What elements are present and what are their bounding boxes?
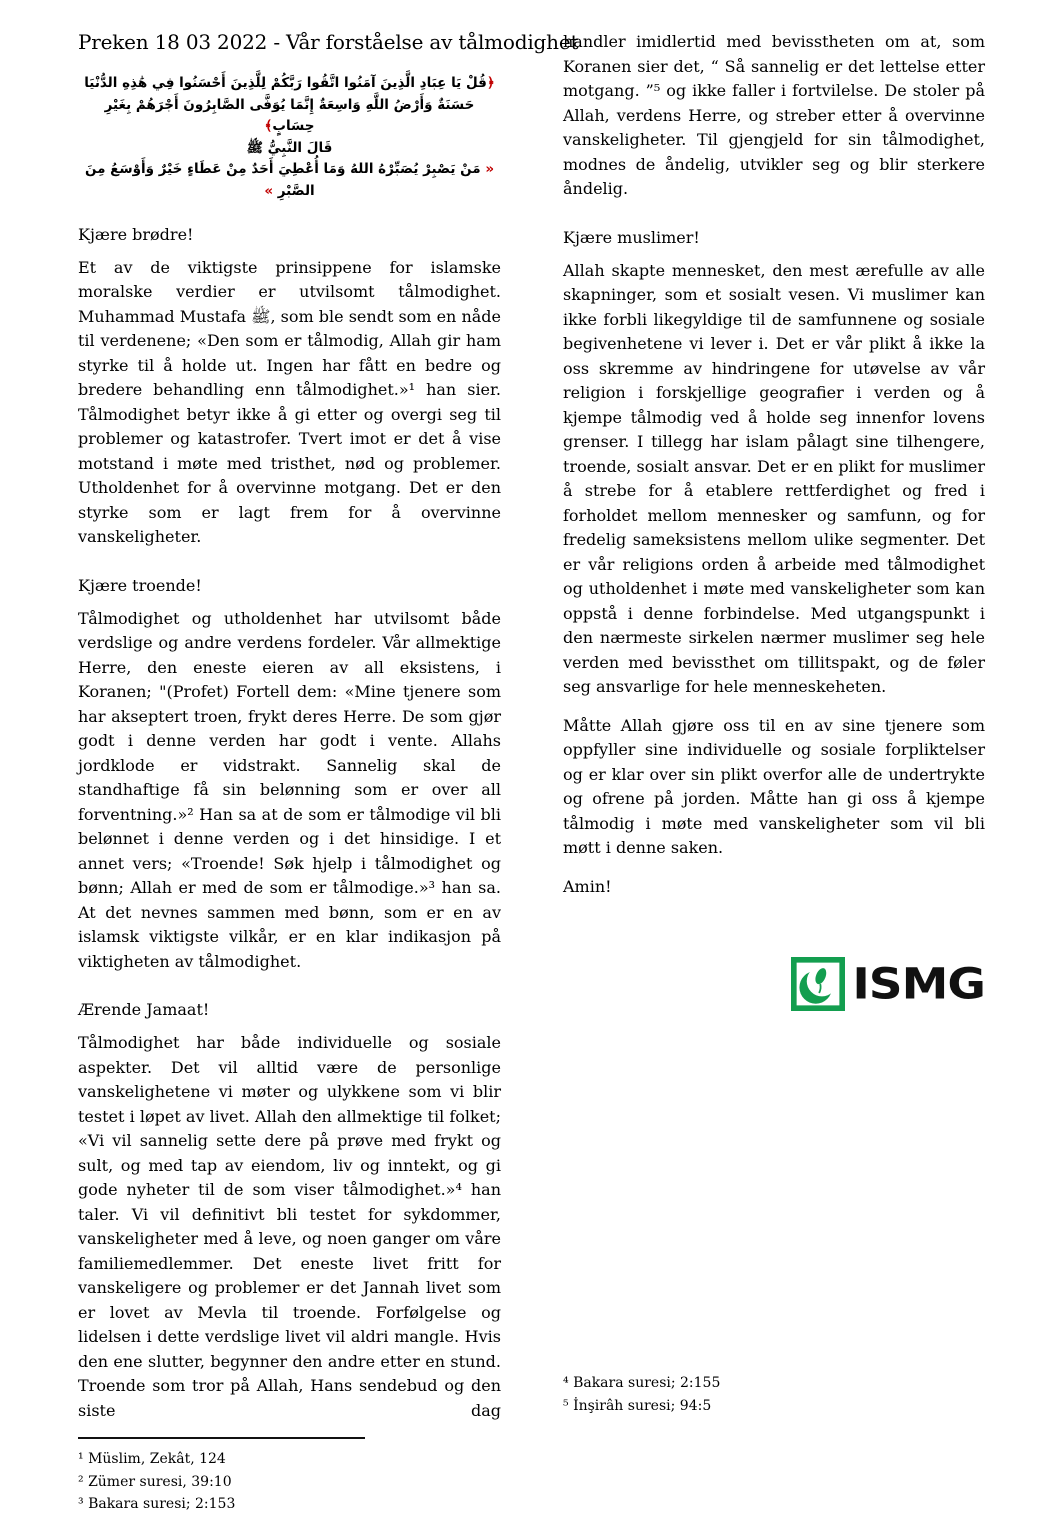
paragraph-3: Tålmodighet har både individuelle og sosiale aspekter. Det vil alltid være de personlige vanskelighetene vi møter og ulykkene som vi blir testet i løpet av livet. Allah den allmektige til folket; «Vi vil sannelig sette dere på prøve med frykt og sult, og med tap av eiendom, liv og inntekt, og gi gode nyheter til de som viser tålmodighet.»⁴ han taler. Vi vil definitivt bli testet for sykdommer, vanskeligheter med å leve, og noen ganger om våre familiemedlemmer. Det eneste livet fritt for vanskeligere og problemer er det Jannah livet som er lovet av Mevla til troende. Forfølgelse og lidelsen i dette verdslige livet vil aldri mangle. Hvis den ene slutter, begynner den andre etter en stund. Troende som tror på Allah, Hans sendebud og den siste dag xyxy=(78,1033,501,1420)
footnote-3: ³ Bakara suresi; 2:153 xyxy=(78,1496,236,1513)
hadith-open-quote: « xyxy=(485,161,495,178)
footnote-1: ¹ Müslim, Zekât, 124 xyxy=(78,1451,226,1468)
paragraph-4-continuation: handler imidlertid med bevisstheten om at, som Koranen sier det, “ Så sannelig er det lettelse etter motgang. ”⁵ og ikke faller i fortvilelse. De stoler på Allah, verdens Herre, og streber etter å overvinne vanskeligheter. Til gjengjeld for sin tålmodighet, modnes de åndelig, utvikler seg og blir sterkere åndelig. xyxy=(563,32,985,198)
footnote-2: ² Zümer suresi, 39:10 xyxy=(78,1473,232,1490)
hadith-line xyxy=(78,159,501,202)
arabic-verse-block xyxy=(78,73,501,203)
footnote-4: ⁴ Bakara suresi; 2:155 xyxy=(563,1375,721,1391)
amin-line: Amin! xyxy=(563,876,612,896)
quran-verse xyxy=(78,73,501,138)
verse-open-bracket: ﴿ xyxy=(486,75,495,91)
hadith-text: مَنْ يَصْبِرْ يُصَبِّرْهُ اللهُ وَمَا أُعْطِيَ أَحَدٌ مِنْ عَطَاءٍ خَيْرٌ وَأَوْسَعُ مِنَ الصَّبْرِ xyxy=(84,161,486,199)
verse-close-bracket: ﴾ xyxy=(264,118,273,135)
greeting-brothers: Kjære brødre! xyxy=(78,224,194,244)
greeting-jamaat: Ærende Jamaat! xyxy=(78,1000,210,1020)
crescent-tulip-icon xyxy=(791,957,845,1011)
footnote-5: ⁵ İnşirâh suresi; 94:5 xyxy=(563,1397,712,1414)
footnote-divider xyxy=(78,1437,365,1439)
prophet-said-line: قَالَ النَّبِيُّ ﷺ xyxy=(246,139,333,156)
greeting-muslims: Kjære muslimer! xyxy=(563,227,700,247)
paragraph-6: Måtte Allah gjøre oss til en av sine tjenere som oppfyller sine individuelle og sosiale forpliktelser og er klar over sin plikt overfor alle de undertrykte og ofrene på jorden. Måtte han gi oss å kjempe tålmodig i møte med vanskeligheter som vil bli møtt i denne saken. xyxy=(563,715,985,857)
paragraph-5: Allah skapte mennesket, den mest ærefulle av alle skapninger, som et sosialt vesen. Vi muslimer kan ikke forbli likegyldige til de samfunnene og sosiale begivenhetene vi lever i. Det er vår plikt å ikke la oss skremme av hindringene for utøvelse av vår religion i forskjellige geografier i verden og å kjempe tålmodig ved å holde seg innenfor lovens grenser. I tillegg har islam pålagt sine tilhengere, troende, sosialt ansvar. Det er en plikt for muslimer å strebe for å etablere rettferdighet og fred i forholdet mellom mennesker og samfunn, og for fredelig sameksistens mellom ulike segmenter. Det er vår religions orden å arbeide med tålmodighet og utholdenhet i møte med vanskeligheter som kan oppstå i denne forbindelse. Med utgangspunkt i den nærmeste sirkelen nærmer muslimer seg hele verden med bevissthet om tillitspakt, og de føler seg ansvarlige for hele menneskeheten. xyxy=(563,260,985,696)
left-column xyxy=(78,30,579,1513)
paragraph-1: Et av de viktigste prinsippene for islamske moralske verdier er utvilsomt tålmodighet. Muhammad Mustafa ﷺ, som ble sendt som en nåde til verdenene; «Den som er tålmodig, Allah gir ham styrke til å holde ut. Ingen har fått en bedre og bredere behandling enn tålmodighet.»¹ han sier. Tålmodighet betyr ikke å gi etter og overgi seg til problemer og katastrofer. Tvert imot er det å vise motstand i møte med tristhet, nød og problemer. Utholdenhet for å overvinne motgang. Det er den styrke som er lagt frem for å overvinne vanskeligheter. xyxy=(78,257,501,547)
ismg-logo-text: ISMG xyxy=(852,959,985,1009)
quran-verse-text: قُلْ يَا عِبَادِ الَّذِينَ آمَنُوا اتَّقُوا رَبَّكُمْ لِلَّذِينَ أَحْسَنُوا فِي هَٰذِهِ الدُّنْيَا حَسَنَةٌ وَأَرْضُ اللَّهِ وَاسِعَةٌ إِنَّمَا يُوَفَّى الصَّابِرُونَ أَجْرَهُمْ بِغَيْرِ حِسَابٍ xyxy=(84,75,487,135)
hadith-close-quote: » xyxy=(264,182,274,199)
footnotes-left xyxy=(78,1437,501,1516)
ismg-logo xyxy=(791,957,985,1011)
footnotes-right xyxy=(563,1372,985,1431)
page-title: Preken 18 03 2022 - Vår forståelse av tålmodighet xyxy=(78,30,579,54)
greeting-believers: Kjære troende! xyxy=(78,575,202,595)
paragraph-2: Tålmodighet og utholdenhet har utvilsomt både verdslige og andre verdens fordeler. Vår allmektige Herre, den eneste eieren av all eksistens, i Koranen; "(Profet) Fortell dem: «Mine tjenere som har akseptert troen, frykt deres Herre. De som gjør godt i denne verden har godt i vente. Allahs jordklode er vidstrakt. Sannelig skal de standhaftige få sin belønning som er over all forventning.»² Han sa at de som er tålmodige vil bli belønnet i denne verden og i det hinsidige. I et annet vers; «Troende! Søk hjelp i tålmodighet og bønn; Allah er med de som er tålmodige.»³ han sa. At det nevnes sammen med bønn, som er en av islamsk viktigste vilkår, er en klar indikasjon på viktigheten av tålmodighet. xyxy=(78,608,501,971)
right-column xyxy=(563,30,985,1431)
